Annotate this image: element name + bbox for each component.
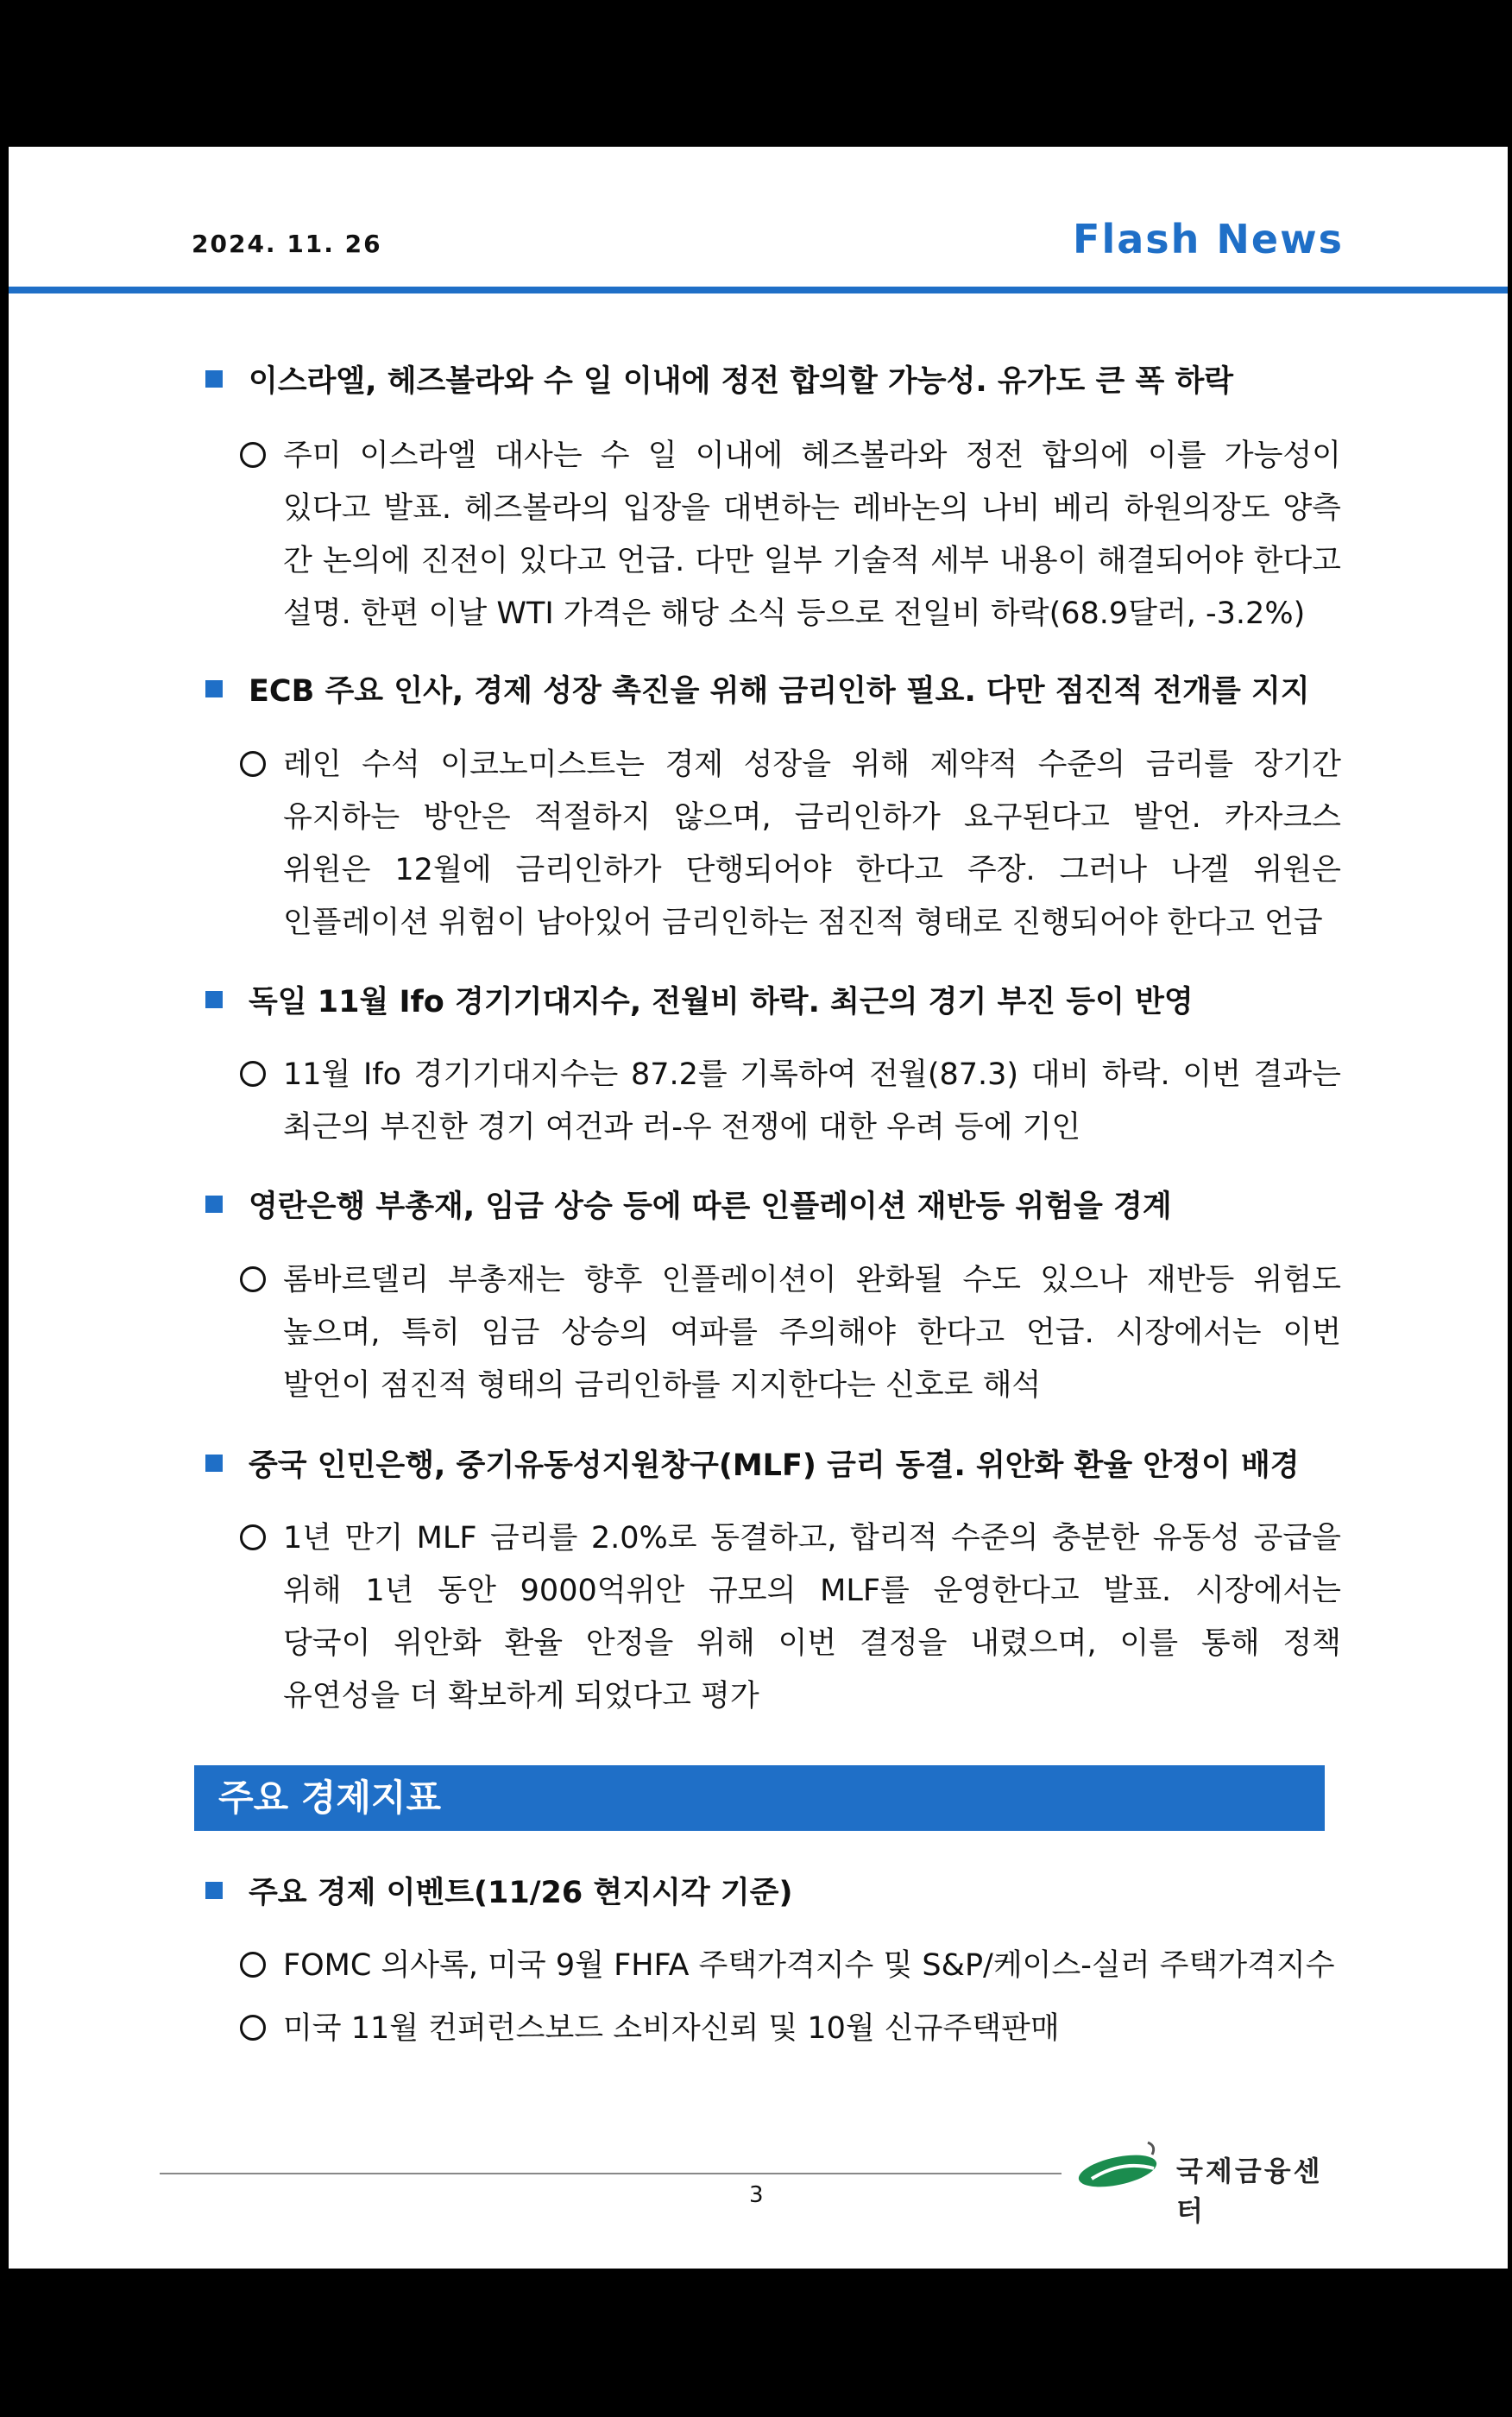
news-body-2 [240, 739, 1341, 950]
text-line: 최근의 부진한 경기 여건과 러-우 전쟁에 대한 우려 등에 기인 [283, 1110, 1081, 1145]
text-line: 미국 11월 컨퍼런스보드 소비자신뢰 및 10월 신규주택판매 [283, 2011, 1060, 2046]
text-line: 간 논의에 진전이 있다고 언급. 다만 일부 기술적 세부 내용이 해결되어야 한다고 [283, 544, 1341, 578]
news-heading-5: 중국 인민은행, 중기유동성지원창구(MLF) 금리 동결. 위안화 환율 안정이 배경 [205, 1442, 1300, 1485]
text-line: 인플레이션 위험이 남아있어 금리인하는 점진적 형태로 진행되어야 한다고 언급 [283, 906, 1323, 940]
text-line: 11월 Ifo 경기기대지수는 87.2를 기록하여 전월(87.3) 대비 하락. 이번 결과는 [283, 1057, 1341, 1092]
square-bullet-icon [205, 1196, 223, 1213]
square-bullet-icon [205, 991, 223, 1008]
text-line: 있다고 발표. 헤즈볼라의 입장을 대변하는 레바논의 나비 베리 하원의장도 양측 [283, 491, 1341, 526]
report-title: Flash News [1073, 216, 1344, 262]
news-heading-3: 독일 11월 Ifo 경기기대지수, 전월비 하락. 최근의 경기 부진 등이 반영 [205, 978, 1194, 1021]
news-heading-4: 영란은행 부총재, 임금 상승 등에 따른 인플레이션 재반등 위험을 경계 [205, 1183, 1172, 1226]
news-body-1 [240, 430, 1341, 641]
text-line: 롬바르델리 부총재는 향후 인플레이션이 완화될 수도 있으나 재반등 위험도 [283, 1263, 1341, 1297]
news-body-4 [240, 1254, 1341, 1412]
kcif-logo-icon [1074, 2134, 1169, 2194]
circle-bullet-icon [240, 442, 266, 468]
square-bullet-icon [205, 1882, 223, 1899]
text-line: 유연성을 더 확보하게 되었다고 평가 [283, 1679, 759, 1713]
event-item-1 [240, 1940, 1341, 1992]
event-item-2 [240, 2003, 1341, 2055]
text-line: FOMC 의사록, 미국 9월 FHFA 주택가격지수 및 S&P/케이스-실러 주택가격지수 [283, 1948, 1335, 1983]
text-line: 발언이 점진적 형태의 금리인하를 지지한다는 신호로 해석 [283, 1368, 1042, 1403]
text-line: 높으며, 특히 임금 상승의 여파를 주의해야 한다고 언급. 시장에서는 이번 [283, 1316, 1341, 1350]
text-line: 레인 수석 이코노미스트는 경제 성장을 위해 제약적 수준의 금리를 장기간 [283, 748, 1341, 782]
text-line: 위원은 12월에 금리인하가 단행되어야 한다고 주장. 그러나 나겔 위원은 [283, 853, 1341, 887]
news-heading-2: ECB 주요 인사, 경제 성장 촉진을 위해 금리인하 필요. 다만 점진적 전개를 지지 [205, 667, 1310, 710]
circle-bullet-icon [240, 2015, 266, 2041]
header-divider [9, 287, 1508, 293]
report-date: 2024. 11. 26 [192, 230, 382, 258]
circle-bullet-icon [240, 1061, 266, 1087]
section-title-bar: 주요 경제지표 [194, 1765, 1325, 1831]
news-body-5 [240, 1512, 1341, 1723]
circle-bullet-icon [240, 751, 266, 777]
document-page [9, 147, 1508, 2269]
text-line: 당국이 위안화 환율 안정을 위해 이번 결정을 내렸으며, 이를 통해 정책 [283, 1626, 1341, 1661]
events-heading: 주요 경제 이벤트(11/26 현지시각 기준) [205, 1869, 792, 1912]
page-number: 3 [749, 2182, 764, 2208]
square-bullet-icon [205, 1455, 223, 1472]
text-line: 주미 이스라엘 대사는 수 일 이내에 헤즈볼라와 정전 합의에 이를 가능성이 [283, 439, 1341, 473]
circle-bullet-icon [240, 1266, 266, 1292]
text-line: 유지하는 방안은 적절하지 않으며, 금리인하가 요구된다고 발언. 카자크스 [283, 800, 1341, 835]
text-line: 위해 1년 동안 9000억위안 규모의 MLF를 운영한다고 발표. 시장에서는 [283, 1574, 1341, 1608]
text-line: 1년 만기 MLF 금리를 2.0%로 동결하고, 합리적 수준의 충분한 유동성 공급을 [283, 1521, 1341, 1556]
text-line: 설명. 한편 이날 WTI 가격은 해당 소식 등으로 전일비 하락(68.9달러, -3.2%) [283, 596, 1306, 631]
circle-bullet-icon [240, 1524, 266, 1550]
square-bullet-icon [205, 370, 223, 388]
square-bullet-icon [205, 680, 223, 697]
news-heading-1: 이스라엘, 헤즈볼라와 수 일 이내에 정전 합의할 가능성. 유가도 큰 폭 하락 [205, 357, 1233, 401]
news-body-3 [240, 1049, 1341, 1154]
footer-divider [160, 2173, 1062, 2174]
circle-bullet-icon [240, 1952, 266, 1978]
kcif-logo [1074, 2134, 1351, 2227]
logo-text: 국제금융센터 [1176, 2155, 1323, 2227]
